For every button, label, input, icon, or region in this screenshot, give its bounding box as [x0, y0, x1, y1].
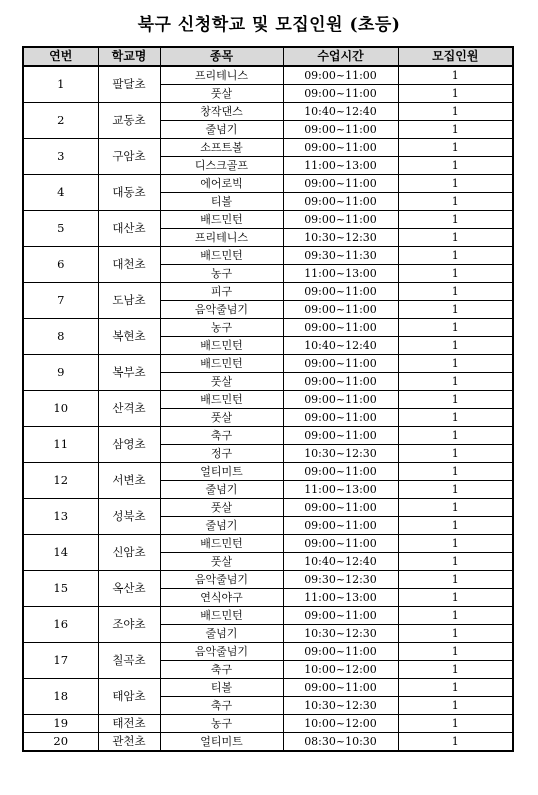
sport-cell: 에어로빅 [160, 175, 283, 193]
sport-cell: 풋살 [160, 409, 283, 427]
table-row [23, 571, 513, 589]
count-cell: 1 [398, 427, 513, 445]
school-name: 서변초 [98, 463, 160, 499]
col-header-no: 연번 [23, 47, 98, 66]
school-name: 관천초 [98, 733, 160, 752]
sport-cell: 배드민턴 [160, 247, 283, 265]
sport-cell: 배드민턴 [160, 211, 283, 229]
count-cell: 1 [398, 697, 513, 715]
sport-cell: 농구 [160, 265, 283, 283]
count-cell: 1 [398, 247, 513, 265]
count-cell: 1 [398, 85, 513, 103]
table-row [23, 715, 513, 733]
count-cell: 1 [398, 265, 513, 283]
time-cell: 09:00~11:00 [283, 643, 398, 661]
sport-cell: 배드민턴 [160, 337, 283, 355]
time-cell: 09:00~11:00 [283, 391, 398, 409]
school-number: 4 [23, 175, 98, 211]
count-cell: 1 [398, 157, 513, 175]
table-row [23, 175, 513, 193]
school-name: 신암초 [98, 535, 160, 571]
school-number: 3 [23, 139, 98, 175]
sport-cell: 피구 [160, 283, 283, 301]
time-cell: 10:40~12:40 [283, 553, 398, 571]
sport-cell: 정구 [160, 445, 283, 463]
sport-cell: 얼티미트 [160, 463, 283, 481]
sport-cell: 배드민턴 [160, 535, 283, 553]
table-row [23, 535, 513, 553]
sport-cell: 축구 [160, 697, 283, 715]
school-name: 구암초 [98, 139, 160, 175]
time-cell: 11:00~13:00 [283, 481, 398, 499]
school-name: 복현초 [98, 319, 160, 355]
count-cell: 1 [398, 373, 513, 391]
time-cell: 09:00~11:00 [283, 355, 398, 373]
school-number: 7 [23, 283, 98, 319]
time-cell: 09:00~11:00 [283, 283, 398, 301]
time-cell: 09:00~11:00 [283, 211, 398, 229]
sport-cell: 농구 [160, 319, 283, 337]
count-cell: 1 [398, 211, 513, 229]
table-row [23, 499, 513, 517]
table-row [23, 283, 513, 301]
count-cell: 1 [398, 391, 513, 409]
school-name: 삼영초 [98, 427, 160, 463]
count-cell: 1 [398, 301, 513, 319]
table-row [23, 139, 513, 157]
time-cell: 10:30~12:30 [283, 229, 398, 247]
school-number: 11 [23, 427, 98, 463]
school-name: 태암초 [98, 679, 160, 715]
count-cell: 1 [398, 661, 513, 679]
table-row [23, 607, 513, 625]
time-cell: 09:00~11:00 [283, 193, 398, 211]
count-cell: 1 [398, 319, 513, 337]
sport-cell: 줄넘기 [160, 625, 283, 643]
count-cell: 1 [398, 175, 513, 193]
count-cell: 1 [398, 733, 513, 752]
school-number: 16 [23, 607, 98, 643]
school-number: 19 [23, 715, 98, 733]
sport-cell: 연식야구 [160, 589, 283, 607]
time-cell: 09:00~11:00 [283, 373, 398, 391]
sport-cell: 음악줄넘기 [160, 301, 283, 319]
time-cell: 10:00~12:00 [283, 661, 398, 679]
table-row [23, 391, 513, 409]
time-cell: 09:00~11:00 [283, 66, 398, 85]
school-name: 산격초 [98, 391, 160, 427]
time-cell: 09:00~11:00 [283, 427, 398, 445]
sport-cell: 소프트볼 [160, 139, 283, 157]
count-cell: 1 [398, 193, 513, 211]
sport-cell: 배드민턴 [160, 355, 283, 373]
school-name: 대천초 [98, 247, 160, 283]
school-number: 17 [23, 643, 98, 679]
time-cell: 09:00~11:00 [283, 85, 398, 103]
time-cell: 11:00~13:00 [283, 265, 398, 283]
school-name: 대동초 [98, 175, 160, 211]
time-cell: 08:30~10:30 [283, 733, 398, 752]
count-cell: 1 [398, 355, 513, 373]
time-cell: 09:00~11:00 [283, 139, 398, 157]
sport-cell: 티볼 [160, 679, 283, 697]
table-row [23, 319, 513, 337]
sport-cell: 배드민턴 [160, 607, 283, 625]
table-row [23, 355, 513, 373]
school-number: 13 [23, 499, 98, 535]
time-cell: 09:00~11:00 [283, 301, 398, 319]
sport-cell: 디스크골프 [160, 157, 283, 175]
sport-cell: 풋살 [160, 499, 283, 517]
sport-cell: 배드민턴 [160, 391, 283, 409]
sport-cell: 줄넘기 [160, 517, 283, 535]
sport-cell: 얼티미트 [160, 733, 283, 752]
school-name: 팔달초 [98, 66, 160, 103]
time-cell: 09:00~11:00 [283, 463, 398, 481]
count-cell: 1 [398, 499, 513, 517]
table-row [23, 679, 513, 697]
col-header-school: 학교명 [98, 47, 160, 66]
school-name: 옥산초 [98, 571, 160, 607]
table-row [23, 643, 513, 661]
school-number: 9 [23, 355, 98, 391]
table-row [23, 103, 513, 121]
school-name: 교동초 [98, 103, 160, 139]
school-number: 18 [23, 679, 98, 715]
table-body [23, 66, 513, 751]
school-number: 8 [23, 319, 98, 355]
school-name: 태전초 [98, 715, 160, 733]
time-cell: 10:30~12:30 [283, 445, 398, 463]
time-cell: 09:00~11:00 [283, 175, 398, 193]
table-row [23, 463, 513, 481]
table-row [23, 211, 513, 229]
sport-cell: 창작댄스 [160, 103, 283, 121]
sport-cell: 프리테니스 [160, 66, 283, 85]
school-number: 2 [23, 103, 98, 139]
count-cell: 1 [398, 103, 513, 121]
count-cell: 1 [398, 679, 513, 697]
time-cell: 09:00~11:00 [283, 121, 398, 139]
school-name: 복부초 [98, 355, 160, 391]
table-row [23, 427, 513, 445]
school-number: 20 [23, 733, 98, 752]
count-cell: 1 [398, 571, 513, 589]
page-title: 북구 신청학교 및 모집인원 (초등) [137, 15, 401, 35]
sport-cell: 농구 [160, 715, 283, 733]
time-cell: 10:40~12:40 [283, 337, 398, 355]
school-name: 칠곡초 [98, 643, 160, 679]
time-cell: 11:00~13:00 [283, 157, 398, 175]
time-cell: 10:40~12:40 [283, 103, 398, 121]
school-name: 도남초 [98, 283, 160, 319]
count-cell: 1 [398, 463, 513, 481]
school-number: 15 [23, 571, 98, 607]
sport-cell: 줄넘기 [160, 121, 283, 139]
sport-cell: 축구 [160, 661, 283, 679]
sport-cell: 축구 [160, 427, 283, 445]
count-cell: 1 [398, 229, 513, 247]
school-name: 조야초 [98, 607, 160, 643]
sport-cell: 풋살 [160, 85, 283, 103]
col-header-sport: 종목 [160, 47, 283, 66]
count-cell: 1 [398, 66, 513, 85]
sport-cell: 줄넘기 [160, 481, 283, 499]
time-cell: 10:00~12:00 [283, 715, 398, 733]
sport-cell: 풋살 [160, 373, 283, 391]
time-cell: 09:00~11:00 [283, 319, 398, 337]
time-cell: 09:00~11:00 [283, 679, 398, 697]
table-header-row [23, 47, 513, 66]
count-cell: 1 [398, 337, 513, 355]
count-cell: 1 [398, 409, 513, 427]
table-row [23, 733, 513, 752]
school-number: 14 [23, 535, 98, 571]
count-cell: 1 [398, 553, 513, 571]
time-cell: 09:00~11:00 [283, 535, 398, 553]
table-row [23, 247, 513, 265]
school-number: 6 [23, 247, 98, 283]
school-number: 5 [23, 211, 98, 247]
count-cell: 1 [398, 589, 513, 607]
time-cell: 09:00~11:00 [283, 607, 398, 625]
school-table [22, 46, 514, 752]
count-cell: 1 [398, 625, 513, 643]
time-cell: 11:00~13:00 [283, 589, 398, 607]
time-cell: 09:30~12:30 [283, 571, 398, 589]
count-cell: 1 [398, 607, 513, 625]
count-cell: 1 [398, 643, 513, 661]
time-cell: 10:30~12:30 [283, 625, 398, 643]
sport-cell: 음악줄넘기 [160, 571, 283, 589]
time-cell: 09:00~11:00 [283, 409, 398, 427]
time-cell: 09:30~11:30 [283, 247, 398, 265]
school-number: 10 [23, 391, 98, 427]
count-cell: 1 [398, 715, 513, 733]
time-cell: 10:30~12:30 [283, 697, 398, 715]
count-cell: 1 [398, 445, 513, 463]
col-header-time: 수업시간 [283, 47, 398, 66]
sport-cell: 프리테니스 [160, 229, 283, 247]
count-cell: 1 [398, 481, 513, 499]
sport-cell: 티볼 [160, 193, 283, 211]
school-name: 성북초 [98, 499, 160, 535]
count-cell: 1 [398, 283, 513, 301]
count-cell: 1 [398, 121, 513, 139]
sport-cell: 풋살 [160, 553, 283, 571]
col-header-count: 모집인원 [398, 47, 513, 66]
time-cell: 09:00~11:00 [283, 517, 398, 535]
school-number: 1 [23, 66, 98, 103]
time-cell: 09:00~11:00 [283, 499, 398, 517]
count-cell: 1 [398, 535, 513, 553]
sport-cell: 음악줄넘기 [160, 643, 283, 661]
count-cell: 1 [398, 139, 513, 157]
school-number: 12 [23, 463, 98, 499]
table-row [23, 66, 513, 85]
count-cell: 1 [398, 517, 513, 535]
school-name: 대산초 [98, 211, 160, 247]
